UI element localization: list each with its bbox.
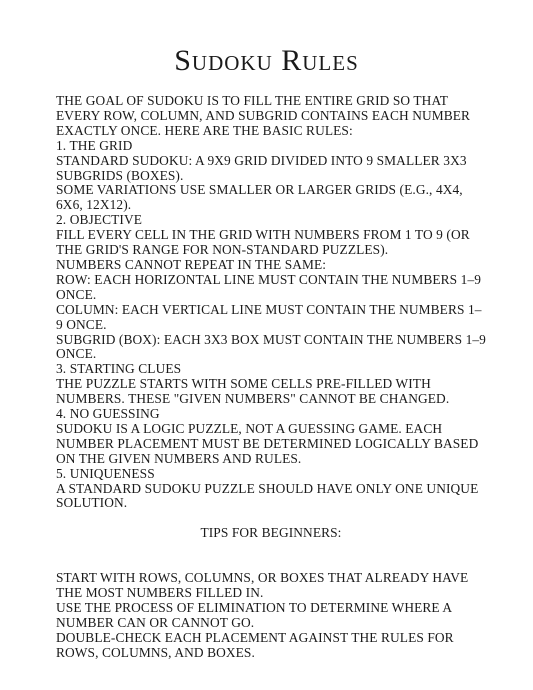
section-heading-objective: 2. OBJECTIVE [56, 212, 143, 228]
section-heading-no-guessing: 4. NO GUESSING [56, 406, 160, 422]
rule-line: SOME VARIATIONS USE SMALLER OR LARGER GRIDS (E.G., 4X4, 6X6, 12X12). [56, 182, 463, 213]
page-title: Sudoku Rules [174, 44, 359, 77]
rule-line: FILL EVERY CELL IN THE GRID WITH NUMBERS FROM 1 TO 9 (OR THE GRID'S RANGE FOR NON-STANDARD PUZZLES). [56, 227, 470, 258]
rule-line: NUMBERS CANNOT REPEAT IN THE SAME: [56, 256, 327, 272]
tips-heading: TIPS FOR BEGINNERS: [200, 525, 342, 541]
tip-line: USE THE PROCESS OF ELIMINATION TO DETERMINE WHERE A NUMBER CAN OR CANNOT GO. [56, 600, 452, 630]
rule-line: THE PUZZLE STARTS WITH SOME CELLS PRE-FILLED WITH NUMBERS. THESE "GIVEN NUMBERS" CANNOT BE CHANGED. [56, 376, 450, 407]
tip-line: DOUBLE-CHECK EACH PLACEMENT AGAINST THE RULES FOR ROWS, COLUMNS, AND BOXES. [56, 629, 454, 660]
section-heading-starting-clues: 3. STARTING CLUES [56, 361, 182, 377]
rules-body [56, 94, 486, 661]
rule-line: SUDOKU IS A LOGIC PUZZLE, NOT A GUESSING GAME. EACH NUMBER PLACEMENT MUST BE DETERMINED LOGICALLY BASED ON THE GIVEN NUMBERS AND RULES. [56, 420, 479, 466]
rule-line: A STANDARD SUDOKU PUZZLE SHOULD HAVE ONLY ONE UNIQUE SOLUTION. [56, 480, 479, 511]
tip-line: START WITH ROWS, COLUMNS, OR BOXES THAT ALREADY HAVE THE MOST NUMBERS FILLED IN. [56, 570, 469, 601]
intro-paragraph: THE GOAL OF SUDOKU IS TO FILL THE ENTIRE GRID SO THAT EVERY ROW, COLUMN, AND SUBGRID CONTAINS EACH NUMBER EXACTLY ONCE. HERE ARE THE BASIC RULES: [56, 93, 471, 138]
rule-line: SUBGRID (BOX): EACH 3X3 BOX MUST CONTAIN THE NUMBERS 1–9 ONCE. [56, 331, 486, 362]
rule-line: COLUMN: EACH VERTICAL LINE MUST CONTAIN THE NUMBERS 1–9 ONCE. [56, 301, 482, 332]
rule-line: ROW: EACH HORIZONTAL LINE MUST CONTAIN THE NUMBERS 1–9 ONCE. [56, 271, 482, 302]
section-heading-grid: 1. THE GRID [56, 137, 133, 153]
rule-line: STANDARD SUDOKU: A 9X9 GRID DIVIDED INTO 9 SMALLER 3X3 SUBGRIDS (BOXES). [56, 152, 467, 183]
section-heading-uniqueness: 5. UNIQUENESS [56, 465, 155, 481]
